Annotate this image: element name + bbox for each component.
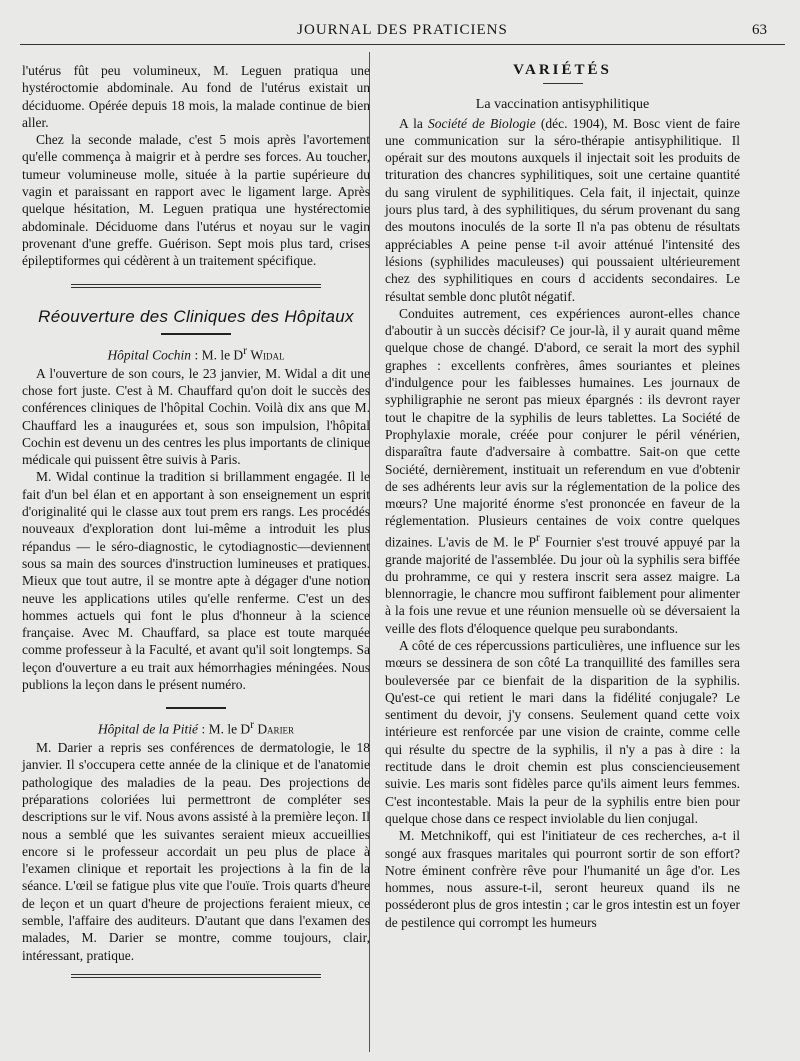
text-run: Fournier s'est trouvé appuyé par la grande majorité de l'assemblée. Du jour où la syphilis sera biffée du prohramme, ce qui y restera inscrit sera assez maigre. La blennorragie, le chancre mou suffiront faiblement pour alimenter à la fois une revue et une réunion mensuelle où se déversaient la veille des flots d'éloquence quelque peu surabondants. [385, 534, 740, 636]
paragraph: M. Metchnikoff, qui est l'initiateur de ces recherches, a-t il songé aux frasques maritales qui pourront sortir de son effort? Notre éminent confrère rêve pour l'humanité un âge d'or. Les hommes, nous assure-t-il, seront heureux quand ils ne posséderont plus de gros intestin ; car le gros intestin est un foyer de pestilence qui corrompt les humeurs [385, 828, 740, 930]
paragraph: A côté de ces répercussions particulières, une influence sur les mœurs se dessinera de son côté La tranquillité des familles sera bouleversée par ce bienfait de la disparition de la syphilis. Qu'est-ce qui retient le mari dans la fidélité conjugale? Le sentiment du devoir, j'y consens. Seulement quand cette voix intérieure est renforcée par une vision de crainte, comme celle qui résulte du spectre de la syphilis, il n'y a pas à dire : la rectitude dans le droit chemin est plus consciencieusement suivie. Les maris sont fidèles parce qu'ils aiment leurs femmes. C'est incontestable. Mais la peur de la syphilis entre bien pour quelque chose dans ce respect inviolable du lien conjugal. [385, 638, 740, 826]
paragraph: l'utérus fût peu volumineux, M. Leguen pratiqua une hystéroctomie abdominale. Au fond de l'utérus existait un déciduome. Opérée depuis 18 mois, la malade continue de bien aller. [22, 63, 370, 130]
text-run: Conduites autrement, ces expériences auront-elles chance d'aboutir à un succès décisif? Ce jour-là, il y aurait quand même quelque chose de changé. D'abord, ce serait la mort des syphil graphes : excellents confrères, âmes souriantes et pleines d'indulgence pour les faiblesses humaines. Les journaux de syphiligraphie ne seront pas mieux épargnés : ils devront rayer tout le chapitre de la syphilis de leurs tablettes. La Société de Prophylaxie morale, créée pour conjurer le péril vénérien, disparaîtra faute d'adversaire à combattre. Sait-on que cette Société, dernièrement, instituait un referendum en vue d'obtenir de ses adhérents leur avis sur la réglementation de la police des mœurs? Une majorité énorme s'est prononcée en faveur de la réglementation. Plusieurs centaines de voix contre quelques dizaines. L'avis de M. le P [385, 305, 740, 550]
paragraph: A l'ouverture de son cours, le 23 janvier, M. Widal a dit une chose fort juste. C'est à M. Chauffard qu'on doit le succès des conférences cliniques de l'hôpital Cochin. Voilà dix ans que M. Chauffard les a inaugurées et, sous son impulsion, l'hôpital Cochin est devenu un des centres les plus importants de clinique médicale qui puissent être suivis à Paris. [22, 365, 370, 468]
text-run: (déc. 1904), M. Bosc vient de faire une communication sur la séro-thérapie antisyphilitique. Il opérait sur des moutons auxquels il injectait soit les produits de trituration des chancres syphilitiques, soit une certaine quantité du sang virulent de syphilitiques. Cela fait, il injectait, quinze jours plus tard, à des syphilitiques, du sérum provenant du sang des moutons inoculés de la sorte Il n'a pas obtenu de résultats appréciables A peine pense t-il avoir atténué l'intensité des lésions (syphilides maculeuses) qui poussaient ultérieurement chez des syphilitiques en cours d accidents secondaires. Le résultat semble donc plutôt négatif. [385, 115, 740, 304]
section-title: VARIÉTÉS [513, 62, 612, 78]
end-rule [71, 974, 321, 978]
society-name: Société de Biologie [428, 115, 536, 131]
hospital-name: Hôpital de la Pitié [97, 721, 199, 737]
section-title: Réouverture des Cliniques des Hôpitaux [38, 306, 354, 326]
hospital-name: Hôpital Cochin [107, 347, 192, 363]
pitie-subheading [22, 717, 370, 738]
left-column [22, 62, 370, 988]
section-rule [71, 284, 321, 288]
page-header [20, 20, 785, 45]
subheading-separator: : M. le D [198, 721, 251, 737]
doctor-abbrev-sup: r [243, 344, 247, 357]
paragraph: Chez la seconde malade, c'est 5 mois après l'avortement qu'elle commença à maigrir et à perdre ses forces. Au toucher, tumeur volumineuse molle, située à la partie supérieure du vagin et paraissant en rapport avec le ligament large. Après quelque hésitation, M. Leguen pratiqua une hystérectomie abdominale. Déciduome dans l'utérus et noyau sur le vagin provenant d'une greffe. Guérison. Sept mois plus tard, crises épileptiformes qui cédèrent à un traitement spécifique. [22, 132, 370, 269]
paragraph [385, 115, 740, 305]
page-number: 63 [752, 22, 767, 38]
doctor-abbrev-sup: r [250, 719, 254, 732]
paragraph: M. Widal continue la tradition si brillamment engagée. Il le fait d'un bel élan et en apportant à son enseignement un esprit d'originalité qui le classe aux tout prem ers rangs. Les procédés nouveaux d'exploration dont lui-même a introduit les plus répandus — le séro-diagnostic, le cytodiagnostic—deviennent sous sa main des sources d'instruction lumineuses et pratiques. Mieux que tout autre, il se montre apte à dégager d'une notion neuve les applications utiles qu'elle renferme. C'est un des hommes actuels qui font le plus d'honneur à la science française. Avec M. Chauffard, sa place est toute marquée comme professeur à la Faculté, et avant qu'il soit longtemps. Sa leçon d'ouverture a eu trait aux hémorrhagies méningées. Nous publions la leçon dans le présent numéro. [22, 469, 370, 692]
article-title: La vaccination antisyphilitique [475, 97, 650, 113]
separator-bar [166, 707, 226, 709]
right-column [385, 62, 740, 931]
paragraph: M. Darier a repris ses conférences de dermatologie, le 18 janvier. Il s'occupera cette année de la clinique et de l'anatomie pathologique des maladies de la peau. Des projections de préparations coloriées lui permettront de compléter ses descriptions sur le vif. Nous avons assisté à la première leçon. Il nous a semblé que les suivantes seraient mieux accueillies encore si le professeur accordait un peu plus de place à l'examen clinique et reportait les projections à la fin de la séance. L'œil se fatigue plus vite que l'ouïe. Trois quarts d'heure de leçon et un quart d'heure de projections feraient mieux, ce semble, l'affaire des auditeurs. D'autant que dans l'examen des malades, M. Darier se montre, comme toujours, clair, intéressant, pratique. [22, 740, 370, 963]
running-title: JOURNAL DES PRATICIENS [297, 22, 508, 38]
doctor-name: Darier [257, 721, 295, 737]
doctor-name: Widal [250, 347, 285, 363]
title-underline [161, 333, 231, 335]
prof-abbrev-sup: r [535, 531, 540, 544]
cochin-subheading [22, 343, 370, 364]
text-run: A la [399, 115, 429, 131]
subheading-separator: : M. le D [191, 347, 244, 363]
paragraph [385, 305, 740, 637]
title-underline [543, 83, 583, 84]
